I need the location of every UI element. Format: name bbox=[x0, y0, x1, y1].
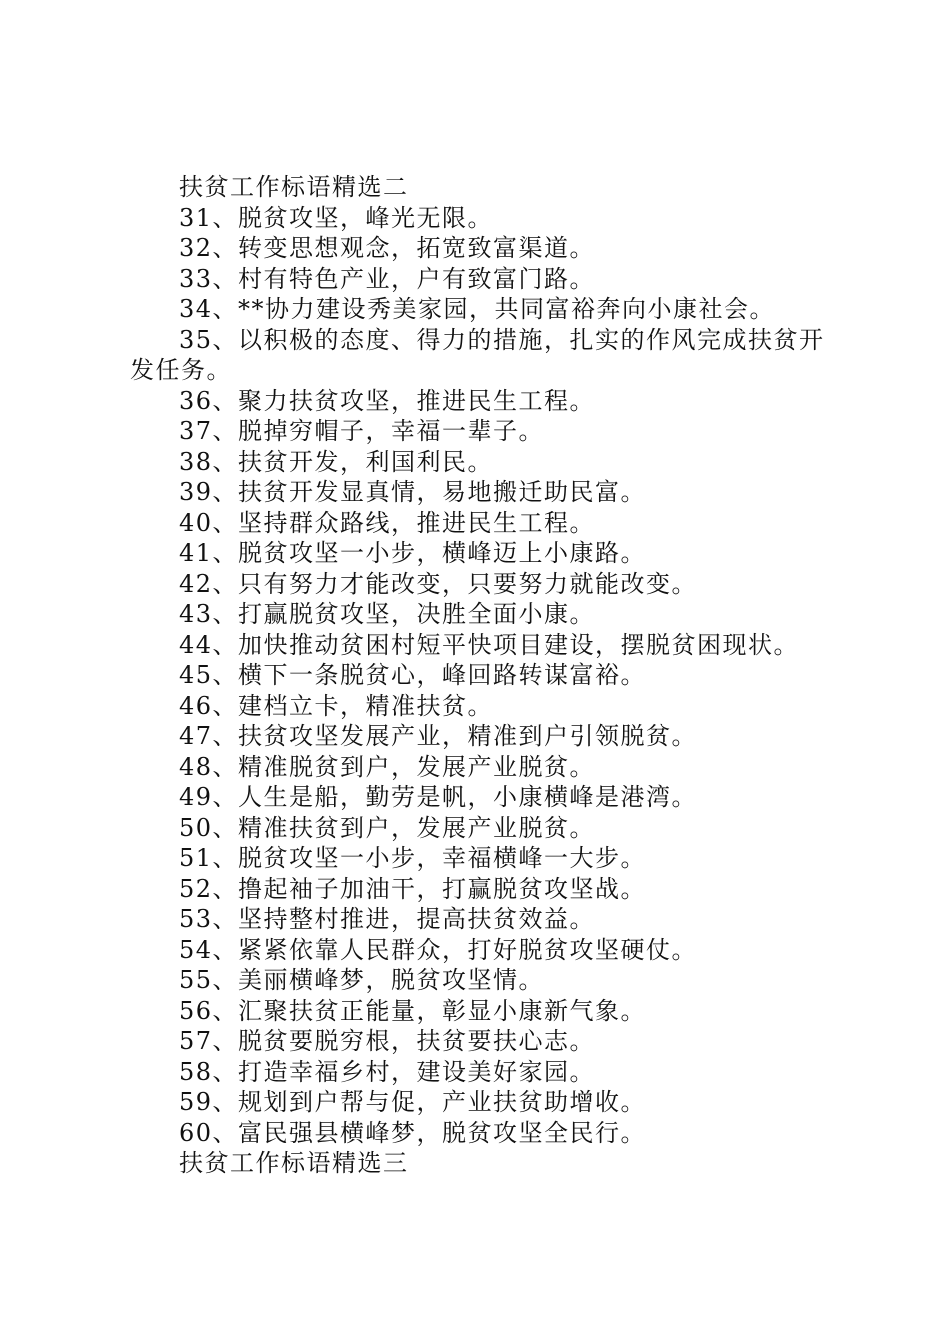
section-heading: 扶贫工作标语精选三 bbox=[179, 1149, 409, 1177]
slogan-item: 45、横下一条脱贫心，峰回路转谋富裕。 bbox=[179, 661, 647, 689]
slogan-item: 38、扶贫开发，利国利民。 bbox=[179, 447, 494, 476]
slogan-item: 44、加快推动贫困村短平快项目建设，摆脱贫困现状。 bbox=[179, 630, 800, 659]
slogan-item-wrapped bbox=[130, 325, 830, 386]
slogan-item: 31、脱贫攻坚，峰光无限。 bbox=[179, 203, 494, 232]
slogan-item: 48、精准脱贫到户，发展产业脱贫。 bbox=[179, 752, 596, 781]
document-body bbox=[130, 172, 830, 1179]
slogan-item: 36、聚力扶贫攻坚，推进民生工程。 bbox=[179, 386, 596, 415]
slogan-item: 40、坚持群众路线，推进民生工程。 bbox=[179, 508, 596, 537]
slogan-item: 52、撸起袖子加油干，打赢脱贫攻坚战。 bbox=[179, 874, 647, 903]
slogan-item: 41、脱贫攻坚一小步，横峰迈上小康路。 bbox=[179, 539, 647, 567]
slogan-item: 59、规划到户帮与促，产业扶贫助增收。 bbox=[179, 1088, 647, 1116]
slogan-item: 60、富民强县横峰梦，脱贫攻坚全民行。 bbox=[179, 1118, 647, 1147]
section-heading: 扶贫工作标语精选二 bbox=[179, 173, 409, 201]
slogan-item: 42、只有努力才能改变，只要努力就能改变。 bbox=[179, 569, 698, 598]
slogan-item: 47、扶贫攻坚发展产业，精准到户引领脱贫。 bbox=[179, 722, 698, 750]
slogan-item: 50、精准扶贫到户，发展产业脱贫。 bbox=[179, 813, 596, 842]
slogan-item: 46、建档立卡，精准扶贫。 bbox=[179, 691, 494, 720]
slogan-item: 34、**协力建设秀美家园，共同富裕奔向小康社会。 bbox=[179, 295, 776, 323]
slogan-item: 49、人生是船，勤劳是帆，小康横峰是港湾。 bbox=[179, 783, 698, 811]
slogan-item: 51、脱贫攻坚一小步，幸福横峰一大步。 bbox=[179, 844, 647, 872]
slogan-item: 57、脱贫要脱穷根，扶贫要扶心志。 bbox=[179, 1027, 596, 1055]
slogan-item: 37、脱掉穷帽子，幸福一辈子。 bbox=[179, 417, 545, 445]
slogan-item: 53、坚持整村推进，提高扶贫效益。 bbox=[179, 905, 596, 933]
slogan-item: 32、转变思想观念，拓宽致富渠道。 bbox=[179, 234, 596, 262]
slogan-item-continuation: 发任务。 bbox=[130, 356, 232, 384]
slogan-item: 58、打造幸福乡村，建设美好家园。 bbox=[179, 1057, 596, 1086]
slogan-item-line: 35、以积极的态度、得力的措施，扎实的作风完成扶贫开 bbox=[179, 325, 825, 354]
slogan-item: 54、紧紧依靠人民群众，打好脱贫攻坚硬仗。 bbox=[179, 935, 698, 964]
slogan-item: 55、美丽横峰梦，脱贫攻坚情。 bbox=[179, 966, 545, 994]
slogan-item: 33、村有特色产业，户有致富门路。 bbox=[179, 264, 596, 293]
slogan-item: 43、打赢脱贫攻坚，决胜全面小康。 bbox=[179, 600, 596, 628]
slogan-item: 39、扶贫开发显真情，易地搬迁助民富。 bbox=[179, 478, 647, 506]
slogan-item: 56、汇聚扶贫正能量，彰显小康新气象。 bbox=[179, 996, 647, 1025]
